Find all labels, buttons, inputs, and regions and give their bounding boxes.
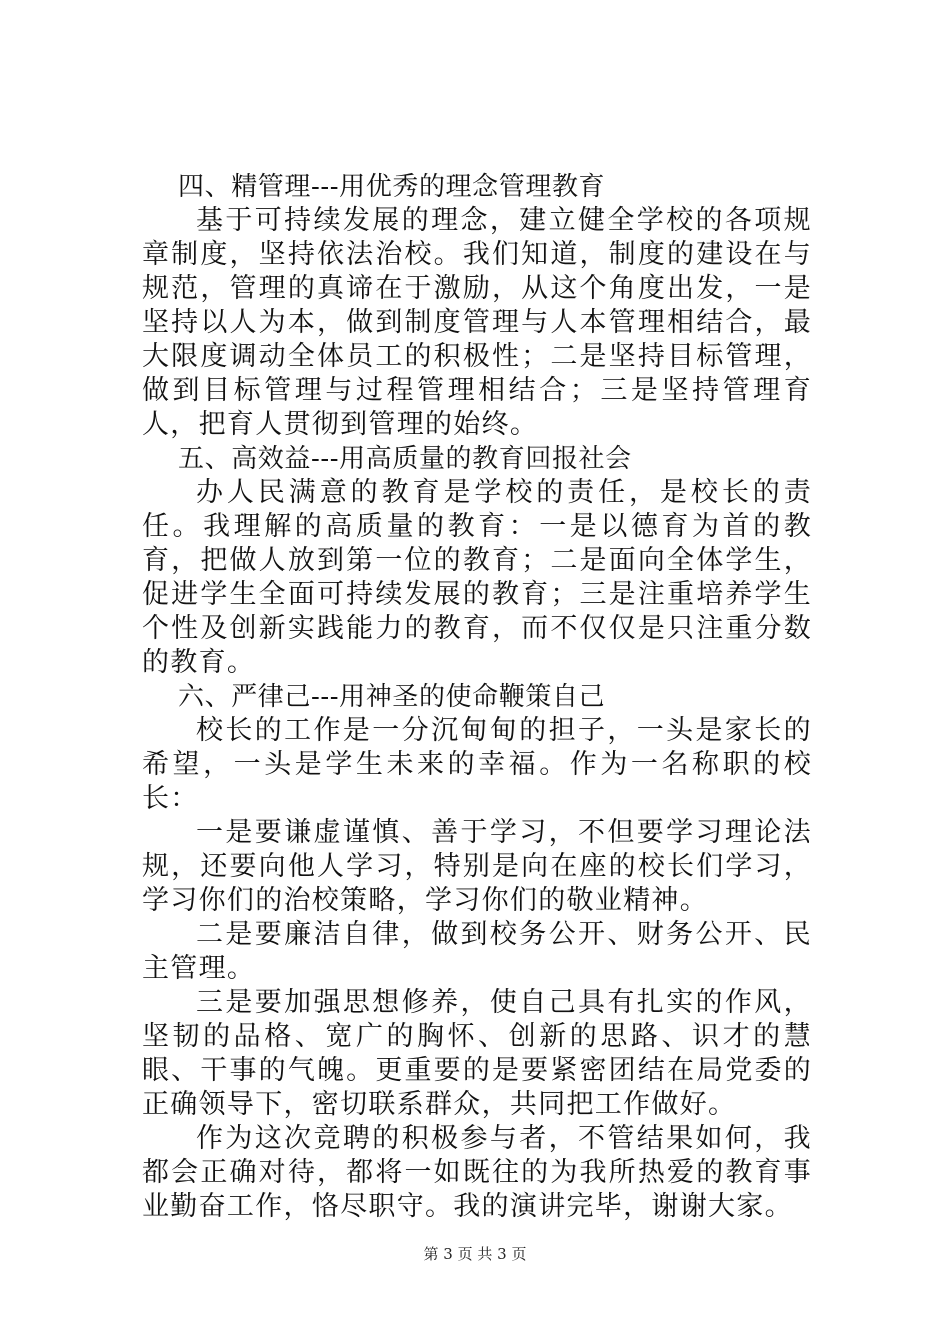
document-body [142, 170, 812, 1224]
section-heading-6: 六、严律己---用神圣的使命鞭策自己 [178, 682, 606, 712]
paragraph-point-three: 三是要加强思想修养，使自己具有扎实的作风，坚韧的品格、宽广的胸怀、创新的思路、识才的慧眼、干事的气魄。更重要的是要紧密团结在局党委的正确领导下，密切联系群众，共同把工作做好。 [142, 987, 812, 1120]
paragraph-point-two: 二是要廉洁自律，做到校务公开、财务公开、民主管理。 [142, 919, 812, 984]
paragraph-principal-duty: 校长的工作是一分沉甸甸的担子，一头是家长的希望，一头是学生未来的幸福。作为一名称职的校长： [142, 715, 812, 814]
paragraph-education-quality: 办人民满意的教育是学校的责任，是校长的责任。我理解的高质量的教育：一是以德育为首的教育，把做人放到第一位的教育；二是面向全体学生，促进学生全面可持续发展的教育；三是注重培养学生个性及创新实践能力的教育，而不仅仅是只注重分数的教育。 [142, 477, 812, 678]
paragraph-closing: 作为这次竞聘的积极参与者，不管结果如何，我都会正确对待，都将一如既往的为我所热爱的教育事业勤奋工作，恪尽职守。我的演讲完毕，谢谢大家。 [142, 1123, 812, 1222]
paragraph-point-one: 一是要谦虚谨慎、善于学习，不但要学习理论法规，还要向他人学习，特别是向在座的校长们学习，学习你们的治校策略，学习你们的敬业精神。 [142, 817, 812, 916]
paragraph-management: 基于可持续发展的理念，建立健全学校的各项规章制度，坚持依法治校。我们知道，制度的建设在与规范，管理的真谛在于激励，从这个角度出发，一是坚持以人为本，做到制度管理与人本管理相结合，最大限度调动全体员工的积极性；二是坚持目标管理，做到目标管理与过程管理相结合；三是坚持管理育人，把育人贯彻到管理的始终。 [142, 205, 812, 440]
page-footer: 第 3 页 共 3 页 [423, 1245, 527, 1263]
section-heading-5: 五、高效益---用高质量的教育回报社会 [178, 444, 632, 474]
section-heading-4: 四、精管理---用优秀的理念管理教育 [178, 172, 606, 202]
